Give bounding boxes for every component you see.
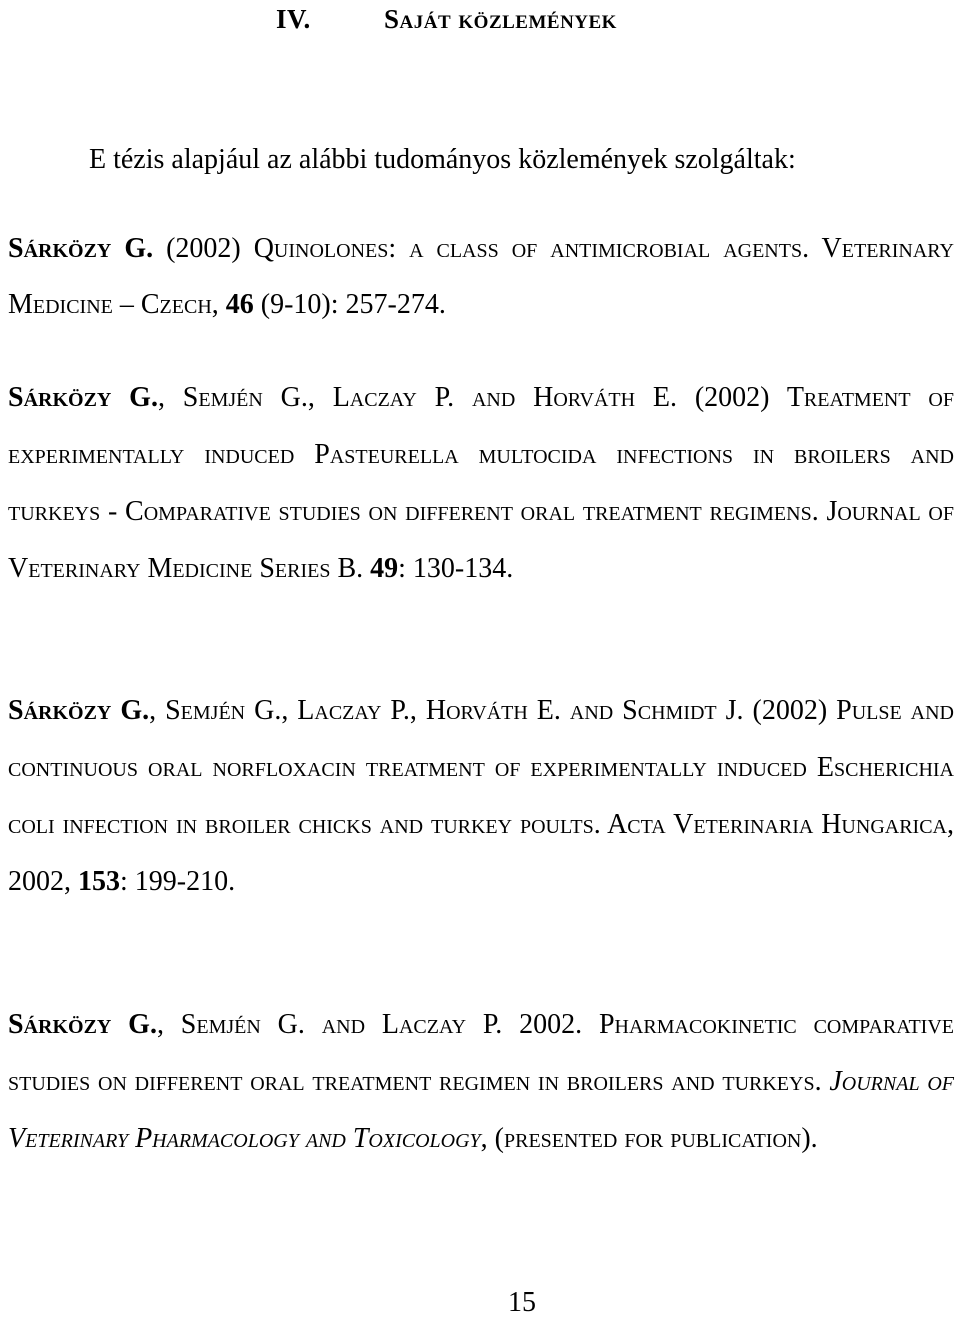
section-number: IV.	[276, 4, 311, 34]
publication-author: Sárközy G.	[8, 1009, 157, 1040]
publication-volume: 153	[78, 866, 120, 897]
publication-author: Sárközy G.	[8, 695, 150, 726]
publication-citation: (2002) Quinolones: a class of antimicrobial agents. Veterinary Medicine – Czech,	[8, 233, 954, 320]
publication-pages: : 199-210.	[120, 866, 236, 897]
publication-pages: : 130-134.	[398, 553, 514, 584]
publication-author: Sárközy G.	[8, 382, 158, 413]
publication-citation: , Semjén G., Laczay P. and Horváth E. (2002) Treatment of experimentally induced Pasteurella multocida infections in broilers and turkeys - Comparative studies on different oral treatment regimens. Journal of Veterinary Medicine Series B.	[8, 382, 954, 584]
publication-volume: 46	[225, 289, 254, 320]
intro-sentence: E tézis alapjául az alábbi tudományos közlemények szolgáltak:	[89, 144, 796, 175]
publication-entry	[8, 682, 954, 910]
page-number: 15	[508, 1287, 536, 1318]
publication-entry	[8, 221, 954, 333]
publication-citation: , Semjén G., Laczay P., Horváth E. and Schmidt J. (2002) Pulse and continuous oral norfloxacin treatment of experimentally induced Escherichia coli infection in broiler chicks and turkey poults. Acta Veterinaria Hungarica, 2002,	[8, 695, 954, 897]
publication-volume: 49	[370, 553, 399, 584]
publication-pages: (9-10): 257-274.	[253, 289, 446, 320]
publication-citation: , Semjén G. and Laczay P. 2002. Pharmacokinetic comparative studies on different oral treatment regimen in broilers and turkeys.	[8, 1009, 954, 1097]
publication-journal: Journal of Veterinary Pharmacology and Toxicology	[8, 1066, 954, 1154]
publication-author: Sárközy G.	[8, 233, 154, 264]
section-title: Saját közlemények	[384, 4, 617, 34]
section-heading	[276, 4, 617, 35]
publication-entry	[8, 996, 954, 1167]
publication-entry	[8, 369, 954, 597]
publication-status: , (presented for publication).	[480, 1123, 818, 1154]
